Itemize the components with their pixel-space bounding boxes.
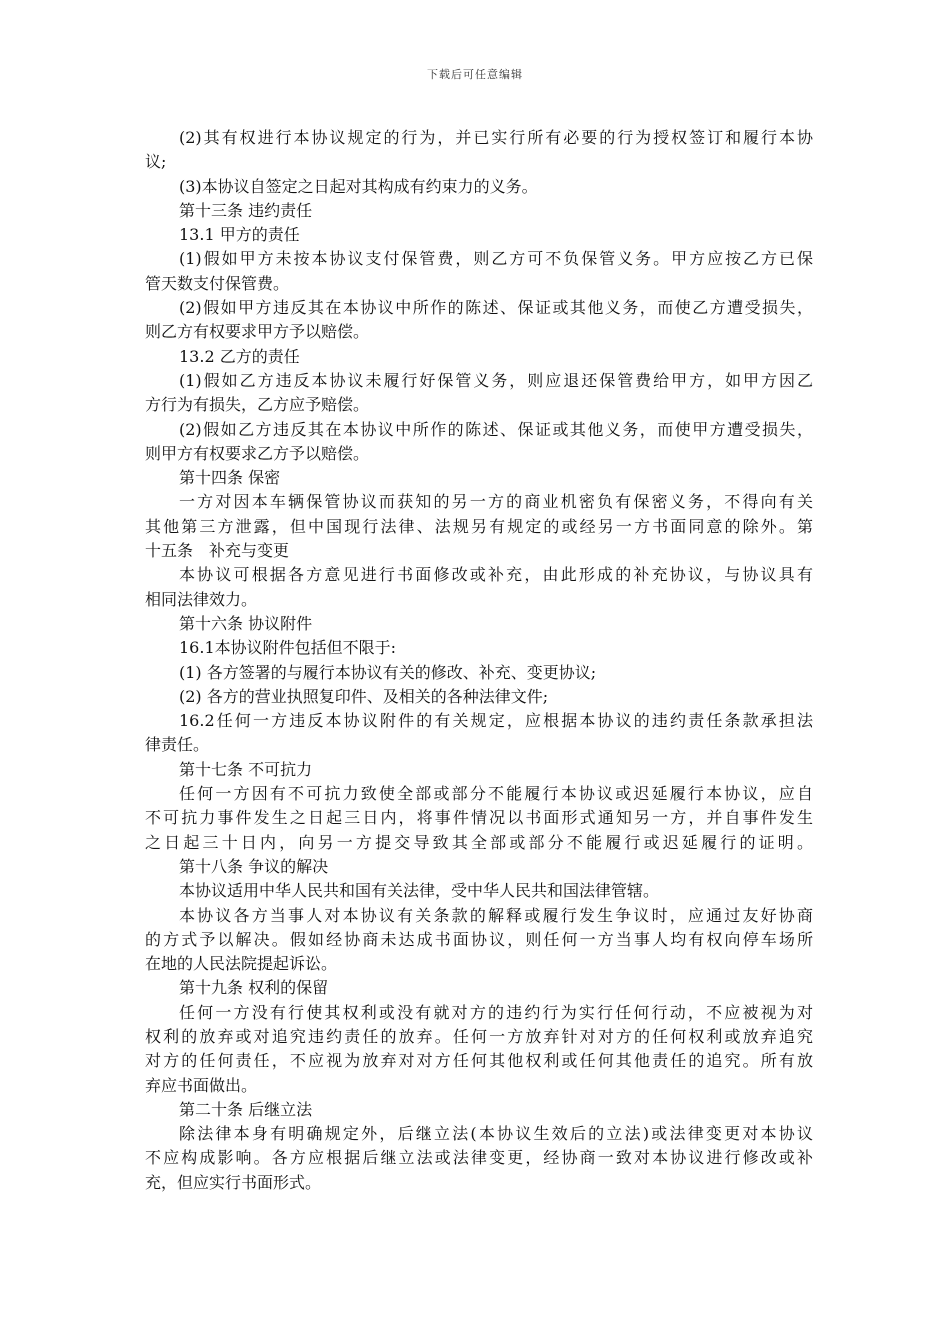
text-line: 13.2 乙方的责任 xyxy=(179,346,300,366)
text-line: 不可抗力事件发生之日起三日内，将事件情况以书面形式通知另一方，并自事件发生 xyxy=(145,808,813,828)
text-line: 相同法律效力。 xyxy=(145,589,258,609)
text-line: 律责任。 xyxy=(145,735,210,755)
text-line: 不应构成影响。各方应根据后继立法或法律变更，经协商一致对本协议进行修改或补 xyxy=(145,1148,813,1168)
text-line: 16.2任何一方违反本协议附件的有关规定，应根据本协议的违约责任条款承担法 xyxy=(179,711,813,731)
text-line: 第十九条 权利的保留 xyxy=(179,978,329,998)
text-line: 第十三条 违约责任 xyxy=(179,200,313,220)
text-line: 在地的人民法院提起诉讼。 xyxy=(145,954,338,974)
text-line: 管天数支付保管费。 xyxy=(145,273,290,293)
text-line: (2)其有权进行本协议规定的行为，并已实行所有必要的行为授权签订和履行本协 xyxy=(179,128,813,147)
text-line: 13.1 甲方的责任 xyxy=(179,225,300,245)
text-line: 之日起三十日内，向另一方提交导致其全部或部分不能履行或迟延履行的证明。 xyxy=(145,832,813,852)
text-line: 除法律本身有明确规定外，后继立法(本协议生效后的立法)或法律变更对本协议 xyxy=(179,1124,813,1144)
text-line: (3)本协议自签定之日起对其构成有约束力的义务。 xyxy=(179,176,538,196)
text-line: 则甲方有权要求乙方予以赔偿。 xyxy=(145,443,370,463)
text-line: (2)假如甲方违反其在本协议中所作的陈述、保证或其他义务，而使乙方遭受损失， xyxy=(179,298,813,318)
text-line: 则乙方有权要求甲方予以赔偿。 xyxy=(145,322,370,342)
text-line: 任何一方因有不可抗力致使全部或部分不能履行本协议或迟延履行本协议，应自 xyxy=(179,784,813,804)
text-line: 弃应书面做出。 xyxy=(145,1075,258,1095)
text-line: 议; xyxy=(145,152,167,172)
text-line: 充，但应实行书面形式。 xyxy=(145,1172,322,1192)
text-line: 对方的任何责任，不应视为放弃对对方任何其他权利或任何其他责任的追究。所有放 xyxy=(145,1051,813,1071)
document-body xyxy=(145,126,813,1195)
text-line: 任何一方没有行使其权利或没有就对方的违约行为实行任何行动，不应被视为对 xyxy=(179,1002,813,1022)
text-line: 16.1本协议附件包括但不限于: xyxy=(179,638,397,658)
text-line: (2) 各方的营业执照复印件、及相关的各种法律文件; xyxy=(179,686,549,706)
text-line: 本协议适用中华人民共和国有关法律，受中华人民共和国法律管辖。 xyxy=(179,881,660,901)
text-line: 十五条 补充与变更 xyxy=(145,541,290,561)
text-line: (1)假如乙方违反本协议未履行好保管义务，则应退还保管费给甲方，如甲方因乙 xyxy=(179,370,813,390)
text-line: 方行为有损失，乙方应予赔偿。 xyxy=(145,395,370,415)
text-line: 本协议各方当事人对本协议有关条款的解释或履行发生争议时，应通过友好协商 xyxy=(179,905,813,925)
text-line: (1) 各方签署的与履行本协议有关的修改、补充、变更协议; xyxy=(179,662,597,682)
text-line: 其他第三方泄露，但中国现行法律、法规另有规定的或经另一方书面同意的除外。第 xyxy=(145,516,813,536)
text-line: 权利的放弃或对追究违约责任的放弃。任何一方放弃针对对方的任何权利或放弃追究 xyxy=(145,1026,813,1046)
text-line: 第十四条 保密 xyxy=(179,468,281,488)
text-line: (1)假如甲方未按本协议支付保管费，则乙方可不负保管义务。甲方应按乙方已保 xyxy=(179,249,813,269)
text-line: 第十六条 协议附件 xyxy=(179,613,313,633)
text-line: (2)假如乙方违反其在本协议中所作的陈述、保证或其他义务，而使甲方遭受损失， xyxy=(179,419,813,439)
text-line: 本协议可根据各方意见进行书面修改或补充，由此形成的补充协议，与协议具有 xyxy=(179,565,813,585)
page-header: 下载后可任意编辑 xyxy=(427,68,523,81)
text-line: 一方对因本车辆保管协议而获知的另一方的商业机密负有保密义务，不得向有关 xyxy=(179,492,813,512)
text-line: 第十七条 不可抗力 xyxy=(179,759,313,779)
text-line: 第二十条 后继立法 xyxy=(179,1099,313,1119)
text-line: 的方式予以解决。假如经协商未达成书面协议，则任何一方当事人均有权向停车场所 xyxy=(145,929,813,949)
text-line: 第十八条 争议的解决 xyxy=(179,856,329,876)
